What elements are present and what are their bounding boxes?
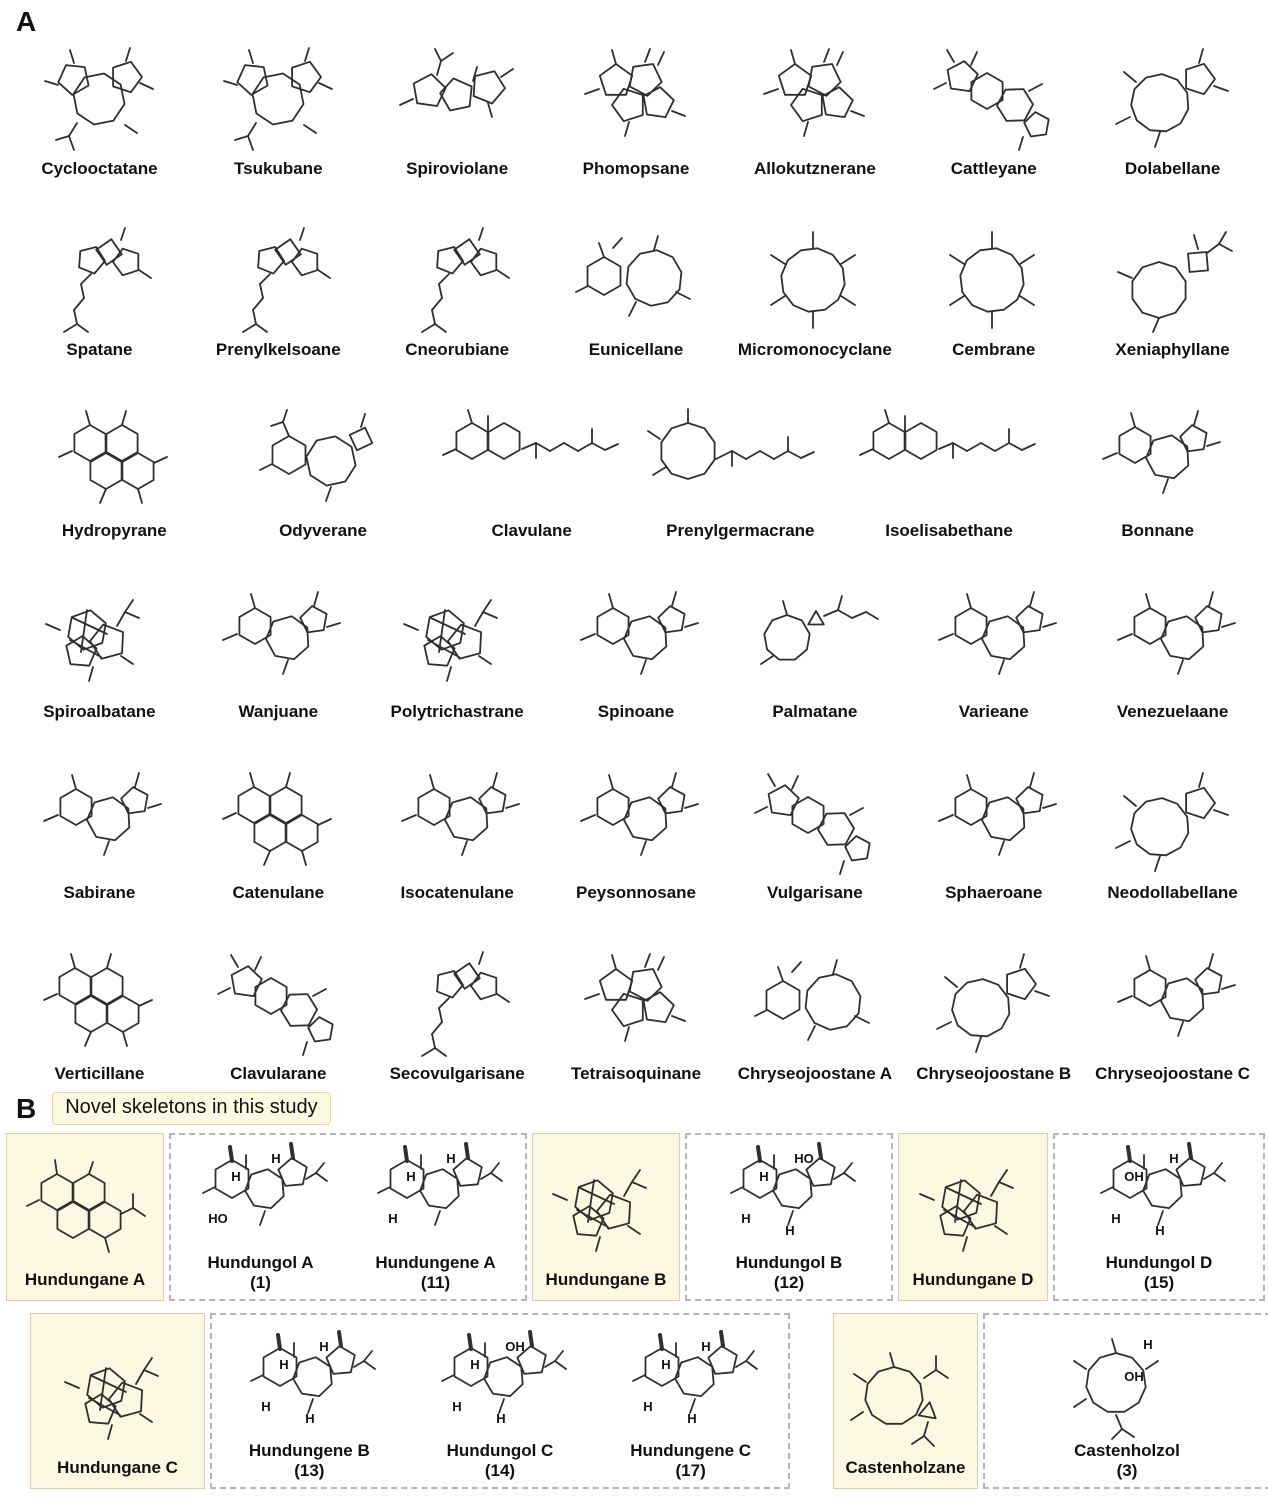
molecule-structure [29,582,169,700]
molecule-name: Cembrane [952,340,1036,359]
molecule-name: Secovulgarisane [389,1064,525,1083]
molecule-name: Prenylkelsoane [215,340,341,359]
svg-text:H: H [319,1339,330,1355]
skeleton-item [904,944,1083,1090]
panel-b-label: B [16,1092,37,1124]
skeleton-item [547,763,726,909]
compound [714,1135,864,1297]
molecule-name: Sphaeroane [945,883,1043,902]
novel-skeleton-box [30,1313,205,1489]
novel-skeleton [48,1340,188,1486]
svg-text:OH: OH [1124,1169,1144,1185]
skeleton-item [1083,763,1262,909]
molecule-name: Cneorubiane [405,340,510,359]
compound [425,1323,575,1485]
molecule-structure [1103,220,1243,338]
molecule-structure [566,763,706,881]
molecule-name: Isoelisabethane [885,521,1013,540]
molecule-structure [15,1152,155,1270]
skeleton-item [1053,401,1262,547]
compound-group-box [169,1133,527,1301]
molecule-name: Cyclooctatane [41,159,158,178]
molecule-name: Hundungane A [24,1270,146,1290]
molecule-structure [208,39,348,157]
molecule-structure [1103,39,1243,157]
molecule-structure [566,582,706,700]
compound-group-box [685,1133,893,1301]
novel-skeleton-box [898,1133,1048,1301]
svg-text:H: H [660,1357,671,1373]
skeleton-item [547,220,726,366]
svg-text:OH: OH [1124,1369,1144,1385]
svg-text:HO: HO [207,1211,228,1227]
molecule-name: Prenylgermacrane [666,521,815,540]
novel-skeleton-box [6,1133,164,1301]
compound-number: (13) [294,1460,325,1480]
molecule-structure [1088,401,1228,519]
skeleton-item [368,582,547,728]
compound-number: (12) [773,1272,805,1292]
compound [186,1135,336,1297]
molecule-structure [924,582,1064,700]
skeleton-item [189,944,368,1090]
molecule-structure [924,220,1064,338]
molecule-name: Cattleyane [950,159,1037,178]
molecule-name: Clavulane [491,521,572,540]
compound [1052,1323,1202,1485]
svg-text:H: H [405,1169,416,1185]
molecule-name: Palmatane [772,702,858,721]
molecule-name: Hundungol C [446,1441,554,1461]
skeleton-item [1083,944,1262,1090]
molecule-name: Hundungane D [912,1270,1034,1290]
molecule-structure [640,401,840,519]
molecule-name: Micromonocyclane [737,340,892,359]
molecule-structure [234,1323,384,1441]
molecule-name: Castenholzane [845,1458,966,1478]
molecule-name: Tetraisoquinane [570,1064,702,1083]
molecule-structure [745,220,885,338]
skeleton-item [547,582,726,728]
skeleton-item [547,944,726,1090]
svg-text:H: H [759,1169,769,1185]
skeleton-item [10,582,189,728]
molecule-name: Hundungol A [207,1253,314,1273]
compound-number: (1) [250,1272,271,1292]
skeleton-item [189,582,368,728]
molecule-structure [745,763,885,881]
molecule-structure [253,401,393,519]
molecule-name: Dolabellane [1124,159,1221,178]
skeleton-row [10,909,1262,1090]
compound-group-box [210,1313,790,1489]
skeleton-item [725,220,904,366]
molecule-name: Vulgarisane [766,883,863,902]
skeleton-item [10,401,219,547]
molecule-structure [208,582,348,700]
molecule-structure [1103,582,1243,700]
molecule-name: Hundungol D [1105,1253,1213,1273]
molecule-name: Isocatenulane [400,883,514,902]
molecule-name: Neodollabellane [1107,883,1238,902]
skeleton-item [219,401,428,547]
svg-text:H: H [452,1399,462,1415]
molecule-structure [566,944,706,1062]
molecule-structure [616,1323,766,1441]
molecule-name: Spinoane [597,702,675,721]
svg-text:H: H [470,1357,480,1373]
molecule-name: Polytrichastrane [390,702,524,721]
compound-number: (17) [675,1460,706,1480]
novel-skeleton-box [833,1313,978,1489]
panel-b [0,1092,1268,1489]
molecule-structure [29,763,169,881]
svg-text:H: H [305,1411,316,1427]
molecule-name: Tsukubane [234,159,323,178]
panel-b-header [16,1092,1268,1125]
molecule-structure [566,39,706,157]
svg-text:H: H [1111,1211,1121,1227]
molecule-structure [387,220,527,338]
molecule-structure [208,944,348,1062]
svg-text:H: H [1143,1337,1153,1353]
molecule-name: Wanjuane [238,702,319,721]
novel-skeleton [836,1340,976,1486]
svg-text:H: H [785,1223,795,1239]
molecule-structure [924,944,1064,1062]
compound-number: (3) [1116,1460,1138,1480]
skeleton-item [10,763,189,909]
molecule-structure [745,582,885,700]
skeleton-item [10,220,189,366]
molecule-name: Allokutznerane [753,159,876,178]
molecule-structure [361,1135,511,1253]
molecule-name: Phomopsane [582,159,690,178]
molecule-structure [44,401,184,519]
svg-text:H: H [261,1399,272,1415]
skeleton-item [1083,220,1262,366]
skeleton-row [10,366,1262,547]
molecule-name: Odyverane [279,521,367,540]
svg-text:H: H [700,1339,711,1355]
molecule-name: Chryseojoostane C [1095,1064,1251,1083]
compound [1084,1135,1234,1297]
skeleton-item [427,401,636,547]
svg-text:H: H [1155,1223,1165,1239]
molecule-structure [387,582,527,700]
skeleton-item [1083,582,1262,728]
molecule-name: Varieane [958,702,1029,721]
skeleton-row [10,547,1262,728]
svg-text:HO: HO [794,1151,814,1167]
molecule-structure [432,401,632,519]
molecule-name: Bonnane [1121,521,1195,540]
skeleton-item [725,582,904,728]
skeleton-item [725,39,904,185]
skeleton-row [10,728,1262,909]
skeleton-row [10,4,1262,185]
svg-text:H: H [270,1151,281,1167]
molecule-name: Hundungene C [630,1441,752,1461]
skeleton-item [368,39,547,185]
molecule-structure [29,39,169,157]
skeleton-item [1083,39,1262,185]
molecule-name: Clavularane [230,1064,327,1083]
svg-text:H: H [279,1357,290,1373]
skeleton-item [189,39,368,185]
molecule-name: Verticillane [54,1064,145,1083]
skeleton-item [10,944,189,1090]
svg-text:H: H [496,1411,506,1427]
molecule-name: Spiroalbatane [43,702,156,721]
svg-text:H: H [741,1211,751,1227]
skeleton-row [10,185,1262,366]
molecule-structure [1084,1135,1234,1253]
svg-text:H: H [642,1399,653,1415]
molecule-structure [924,39,1064,157]
compound-number: (11) [420,1272,451,1292]
molecule-structure [849,401,1049,519]
novel-skeleton [15,1152,155,1298]
molecule-structure [1103,944,1243,1062]
skeleton-item [904,582,1083,728]
molecule-structure [745,39,885,157]
molecule-name: Spiroviolane [406,159,509,178]
panel-b-rows [0,1133,1268,1489]
molecule-name: Chryseojoostane B [916,1064,1072,1083]
panel-a-label: A [16,6,37,37]
skeleton-item [547,39,726,185]
molecule-name: Eunicellane [588,340,684,359]
skeleton-item [636,401,845,547]
compound-group-box [1053,1133,1265,1301]
molecule-structure [208,763,348,881]
molecule-structure [387,39,527,157]
svg-text:H: H [445,1151,456,1167]
novel-skeleton-box [532,1133,680,1301]
skeleton-item [845,401,1054,547]
compound-group-box [983,1313,1268,1489]
molecule-structure [208,220,348,338]
svg-text:H: H [1169,1151,1179,1167]
skeleton-item [189,763,368,909]
compound-number: (15) [1143,1272,1175,1292]
novel-skeleton [536,1152,676,1298]
molecule-structure [186,1135,336,1253]
svg-text:H: H [686,1411,697,1427]
molecule-structure [836,1340,976,1458]
compound [234,1323,384,1485]
molecule-name: Sabirane [63,883,136,902]
molecule-structure [924,763,1064,881]
molecule-structure [566,220,706,338]
molecule-structure [387,763,527,881]
skeleton-item [725,944,904,1090]
molecule-structure [536,1152,676,1270]
molecule-name: Castenholzol [1074,1441,1180,1461]
skeleton-item [368,944,547,1090]
molecule-structure [29,944,169,1062]
novel-skeleton [903,1152,1043,1298]
skeleton-item [725,763,904,909]
molecule-structure [48,1340,188,1458]
molecule-structure [745,944,885,1062]
compound-number: (14) [484,1460,516,1480]
molecule-name: Hydropyrane [61,521,167,540]
molecule-name: Hundungane C [57,1458,178,1478]
skeleton-item [189,220,368,366]
compound [361,1135,511,1297]
molecule-name: Venezuelaane [1116,702,1229,721]
svg-text:H: H [230,1169,241,1185]
molecule-structure [29,220,169,338]
molecule-name: Catenulane [232,883,325,902]
molecule-structure [903,1152,1043,1270]
skeleton-item [904,763,1083,909]
skeleton-item [368,763,547,909]
skeleton-item [904,39,1083,185]
molecule-name: Hundungane B [545,1270,667,1290]
molecule-structure [1103,763,1243,881]
skeleton-item [10,39,189,185]
molecule-name: Xeniaphyllane [1115,340,1230,359]
molecule-structure [425,1323,575,1441]
skeleton-item [368,220,547,366]
novel-row [6,1133,1264,1301]
novel-skeletons-badge: Novel skeletons in this study [52,1092,330,1125]
svg-text:OH: OH [505,1339,525,1355]
compound [616,1323,766,1485]
svg-text:H: H [387,1211,398,1227]
molecule-name: Spatane [66,340,133,359]
molecule-name: Chryseojoostane A [737,1064,893,1083]
molecule-name: Hundungene A [375,1253,496,1273]
molecule-structure [387,944,527,1062]
molecule-name: Peysonnosane [576,883,696,902]
panel-a-rows [10,4,1262,1090]
skeleton-item [904,220,1083,366]
molecule-structure [714,1135,864,1253]
molecule-name: Hundungol B [735,1253,843,1273]
molecule-name: Hundungene B [248,1441,370,1461]
molecule-structure [1052,1323,1202,1441]
novel-row [6,1313,1264,1489]
